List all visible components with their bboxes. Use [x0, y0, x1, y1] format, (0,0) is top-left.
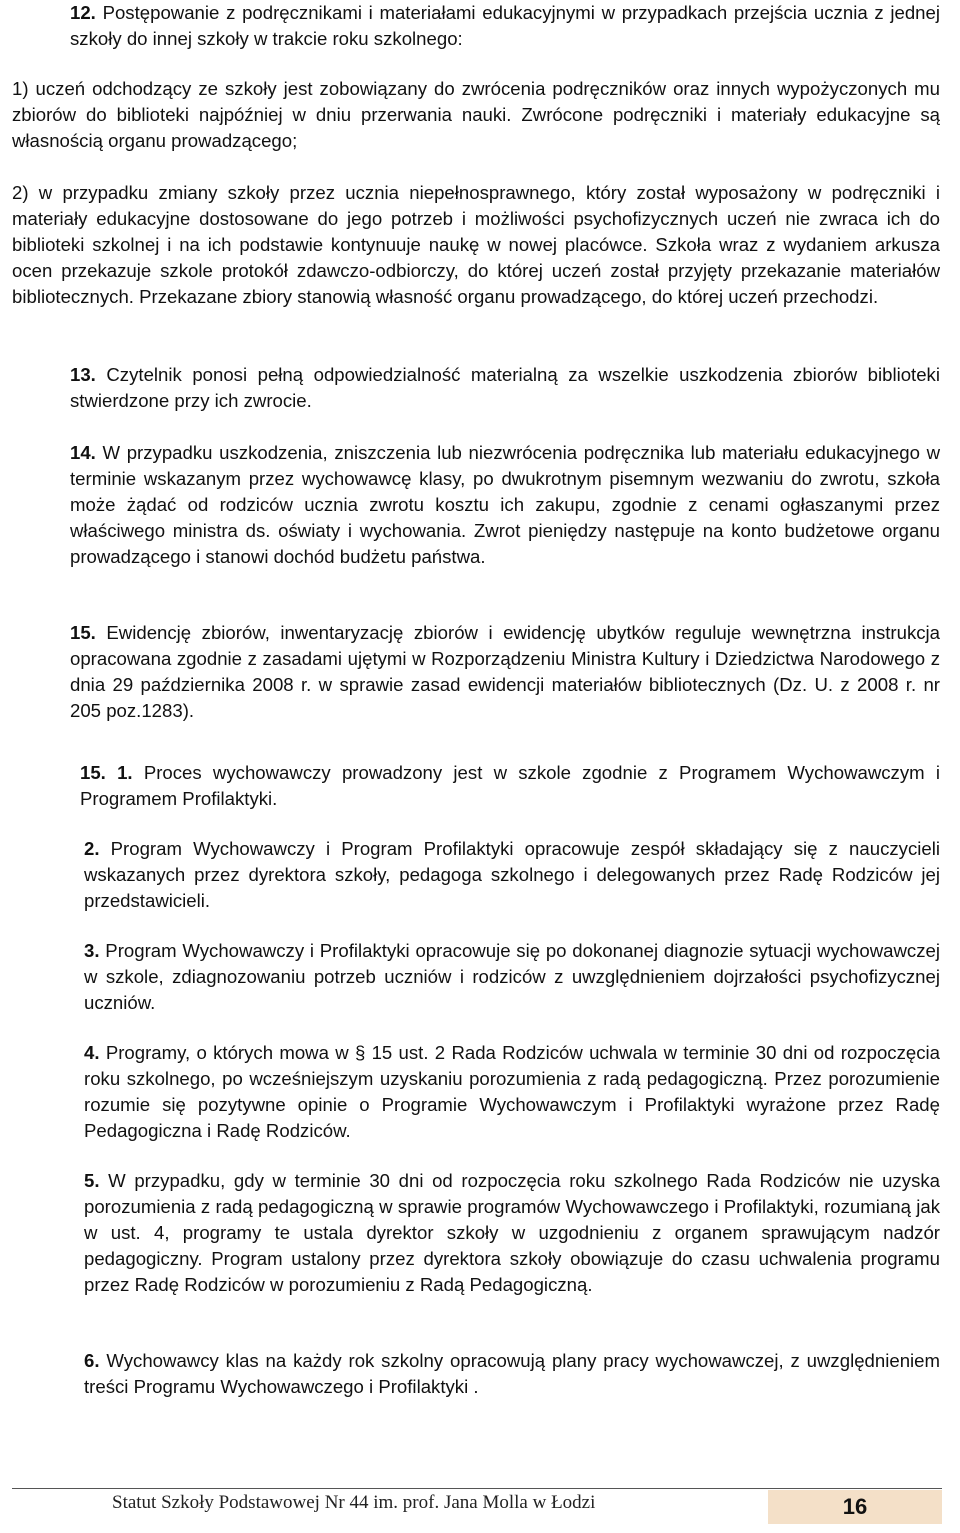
section-text: W przypadku, gdy w terminie 30 dni od rozpoczęcia roku szkolnego Rada Rodziców nie uzyska porozumienia z radą pedagogiczną w sprawie programów Wychowawczego i Profilaktyki, rozumianą jak w ust. 4, programy te ustala dyrektor szkoły w uzgodnieniu z organem sprawującym nadzór pedagogiczny. Program ustalony przez dyrektora szkoły obowiązuje do czasu uchwalenia programu przez Radę Rodziców w porozumieniu z Radą Pedagogiczną.: [84, 1170, 941, 1295]
section-text: Program Wychowawczy i Program Profilaktyki opracowuje zespół składający się z nauczycieli wskazanych przez dyrektora szkoły, pedagoga szkolnego i delegowanych przez Radę Rodziców jej przedstawicieli.: [84, 838, 940, 911]
section-15-1: [12, 760, 940, 812]
footer-divider: [12, 1488, 942, 1489]
section-number: 2.: [84, 838, 100, 859]
section-number: 12.: [70, 2, 96, 23]
section-text: Proces wychowawczy prowadzony jest w szkole zgodnie z Programem Wychowawczym i Programem Profilaktyki.: [80, 762, 940, 809]
list-item-text: 2) w przypadku zmiany szkoły przez ucznia niepełnosprawnego, który został wyposażony w podręczniki i materiały edukacyjne dostosowane do jego potrzeb i możliwości psychofizycznych uczeń nie zwraca ich do biblioteki szkolnej i na ich podstawie kontynuuje naukę w nowej placówce. Szkoła wraz z wydaniem arkusza ocen przekazuje szkole protokół zdawczo-odbiorczy, do której uczeń został przyjęty przekazanie materiałów bibliotecznych. Przekazane zbiory stanowią własność organu prowadzącego, do której uczeń przechodzi.: [12, 182, 940, 307]
section-13: [12, 362, 940, 414]
section-number: 13.: [70, 364, 96, 385]
section-text: W przypadku uszkodzenia, zniszczenia lub niezwrócenia podręcznika lub materiału edukacyjnego w terminie wskazanym przez wychowawcę klasy, po dwukrotnym pisemnym wezwaniu do zwrotu, szkoła może żądać od rodziców ucznia zwrotu kosztu ich zakupu, zgodnie z cenami ogłaszanymi przez właściwego ministra ds. oświaty i wychowania. Zwrot pieniędzy następuje na konto budżetowe organu prowadzącego i stanowi dochód budżetu państwa.: [70, 442, 940, 567]
section-text: Programy, o których mowa w § 15 ust. 2 Rada Rodziców uchwala w terminie 30 dni od rozpoczęcia roku szkolnego, po wcześniejszym uzyskaniu porozumienia z radą pedagogiczną. Przez porozumienie rozumie się pozytywne opinie o Programie Wychowawczym i Profilaktyki wyrażone przez Radę Pedagogiczna i Radę Rodziców.: [84, 1042, 940, 1141]
page-footer: [12, 1482, 942, 1526]
page-number: 16: [768, 1490, 942, 1524]
section-14: [12, 440, 940, 570]
section-text: Wychowawcy klas na każdy rok szkolny opracowują plany pracy wychowawczej, z uwzględnieniem treści Programu Wychowawczego i Profilaktyki .: [84, 1350, 940, 1397]
section-15-5: [12, 1168, 940, 1298]
section-15-2: [12, 836, 940, 914]
section-15-4: [12, 1040, 940, 1144]
section-text: Program Wychowawczy i Profilaktyki opracowuje się po dokonanej diagnozie sytuacji wychowawczej w szkole, zdiagnozowaniu potrzeb uczniów i rodziców z uwzględnieniem dojrzałości psychofizycznej uczniów.: [84, 940, 940, 1013]
list-item-text: 1) uczeń odchodzący ze szkoły jest zobowiązany do zwrócenia podręczników oraz innych wypożyczonych mu zbiorów do biblioteki najpóźniej w dniu przerwania nauki. Zwrócone podręczniki i materiały edukacyjne są własnością organu prowadzącego;: [12, 78, 940, 151]
section-text: Czytelnik ponosi pełną odpowiedzialność materialną za wszelkie uszkodzenia zbiorów biblioteki stwierdzone przy ich zwrocie.: [70, 364, 940, 411]
section-number: 4.: [84, 1042, 100, 1063]
section-number: 15. 1.: [80, 762, 133, 783]
section-15: [12, 620, 940, 724]
list-item-2: [12, 180, 940, 310]
section-number: 14.: [70, 442, 96, 463]
section-12: [12, 0, 940, 52]
list-item-1: [12, 76, 940, 154]
section-15-3: [12, 938, 940, 1016]
section-text: Ewidencję zbiorów, inwentaryzację zbiorów i ewidencję ubytków reguluje wewnętrzna instrukcja opracowana zgodnie z zasadami ujętymi w Rozporządzeniu Ministra Kultury i Dziedzictwa Narodowego z dnia 29 października 2008 r. w sprawie zasad ewidencji materiałów bibliotecznych (Dz. U. z 2008 r. nr 205 poz.1283).: [70, 622, 941, 721]
section-15-6: [12, 1348, 940, 1400]
section-text: Postępowanie z podręcznikami i materiałami edukacyjnymi w przypadkach przejścia ucznia z jednej szkoły do innej szkoły w trakcie roku szkolnego:: [70, 2, 940, 49]
section-number: 6.: [84, 1350, 100, 1371]
footer-title: Statut Szkoły Podstawowej Nr 44 im. prof. Jana Molla w Łodzi: [112, 1492, 596, 1513]
section-number: 15.: [70, 622, 96, 643]
section-number: 3.: [84, 940, 100, 961]
section-number: 5.: [84, 1170, 100, 1191]
